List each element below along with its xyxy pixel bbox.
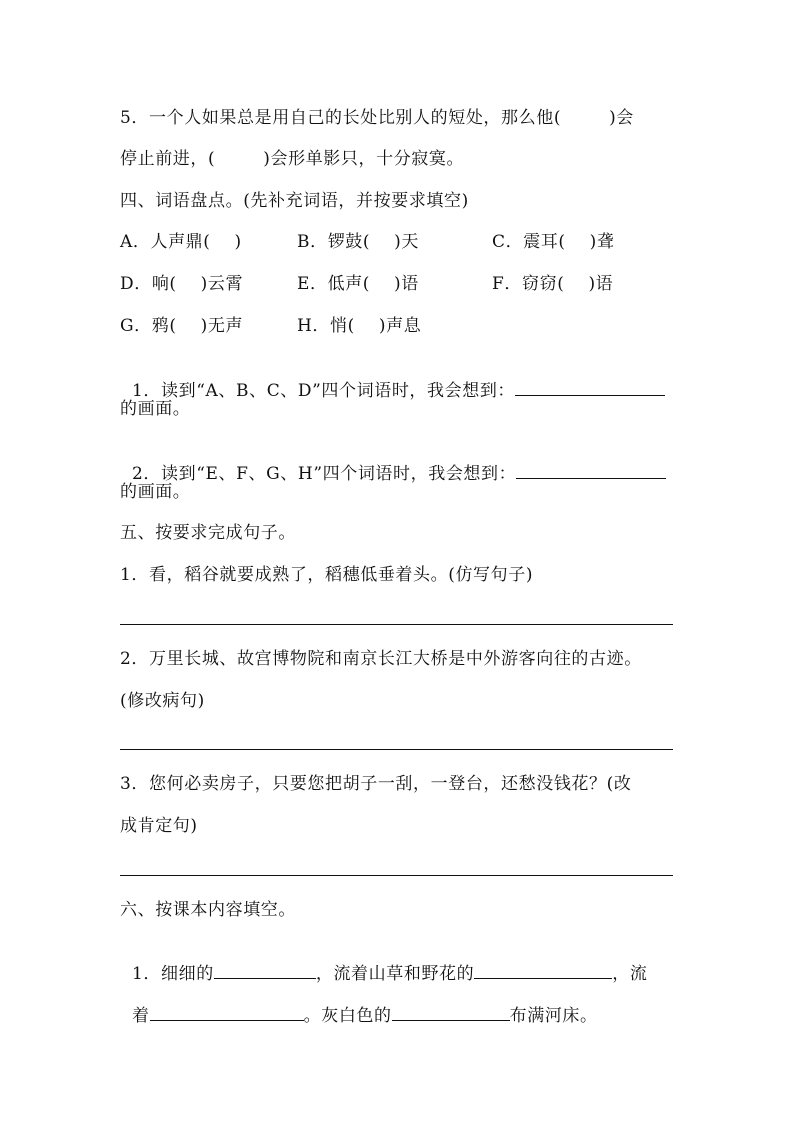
q5-line2: 停止前进，( )会形单影只，十分寂寞。 [120, 149, 465, 169]
option-a: A．人声鼎( ) [120, 232, 242, 252]
section4-q1 [120, 357, 665, 402]
section6-q1-text-c: ，流 [612, 964, 648, 984]
section5-q1: 1．看，稻谷就要成熟了，稻穗低垂着头。(仿写句子) [120, 565, 534, 585]
section6-q1-text-a: 1．细细的 [132, 964, 214, 984]
section6-q1-text-d: 着 [132, 1006, 150, 1026]
option-h: H．悄( )声息 [297, 316, 422, 336]
section6-q1-blank3[interactable] [150, 1004, 304, 1021]
option-d: D．响( )云霄 [120, 274, 244, 294]
option-e: E．低声( )语 [297, 274, 419, 294]
option-f: F．窃窃( )语 [492, 274, 614, 294]
section6-q1-blank1[interactable] [214, 962, 316, 979]
section6-q1-line2 [120, 982, 598, 1027]
option-b: B．锣鼓( )天 [297, 232, 419, 252]
section4-q2 [120, 440, 666, 485]
section6-q1-blank2[interactable] [474, 962, 612, 979]
section6-q1-text-b: ，流着山草和野花的 [315, 964, 475, 984]
q5-line1: 5．一个人如果总是用自己的长处比别人的短处，那么他( )会 [120, 108, 634, 128]
section5-q2-line2: (修改病句) [120, 691, 205, 711]
section5-q2-answer-line[interactable] [120, 749, 673, 750]
section4-q1-tail: 的画面。 [120, 399, 191, 419]
section5-q3-line2: 成肯定句) [120, 816, 198, 836]
section4-q2-text: 2．读到“E、F、G、H”四个词语时，我会想到： [132, 464, 517, 484]
section4-q2-blank[interactable] [516, 462, 666, 479]
section5-q1-answer-line[interactable] [120, 624, 673, 625]
section5-q3-answer-line[interactable] [120, 875, 673, 876]
option-g: G．鸦( )无声 [120, 316, 244, 336]
section4-title: 四、词语盘点。(先补充词语，并按要求填空) [120, 191, 469, 211]
section5-q2-line1: 2．万里长城、故宫博物院和南京长江大桥是中外游客向往的古迹。 [120, 649, 642, 669]
section4-q1-text: 1．读到“A、B、C、D”四个词语时，我会想到： [132, 381, 516, 401]
section4-q2-tail: 的画面。 [120, 482, 191, 502]
section6-q1-text-f: 布满河床。 [509, 1006, 598, 1026]
section6-q1-blank4[interactable] [392, 1004, 510, 1021]
section5-title: 五、按要求完成句子。 [120, 523, 296, 543]
section6-q1-text-e: 。灰白色的 [303, 1006, 392, 1026]
section6-q1-line1 [120, 940, 647, 985]
section6-title: 六、按课本内容填空。 [120, 900, 296, 920]
section4-q1-blank[interactable] [515, 379, 665, 396]
option-c: C．震耳( )聋 [492, 232, 615, 252]
section5-q3-line1: 3．您何必卖房子，只要您把胡子一刮，一登台，还愁没钱花？(改 [120, 774, 632, 794]
